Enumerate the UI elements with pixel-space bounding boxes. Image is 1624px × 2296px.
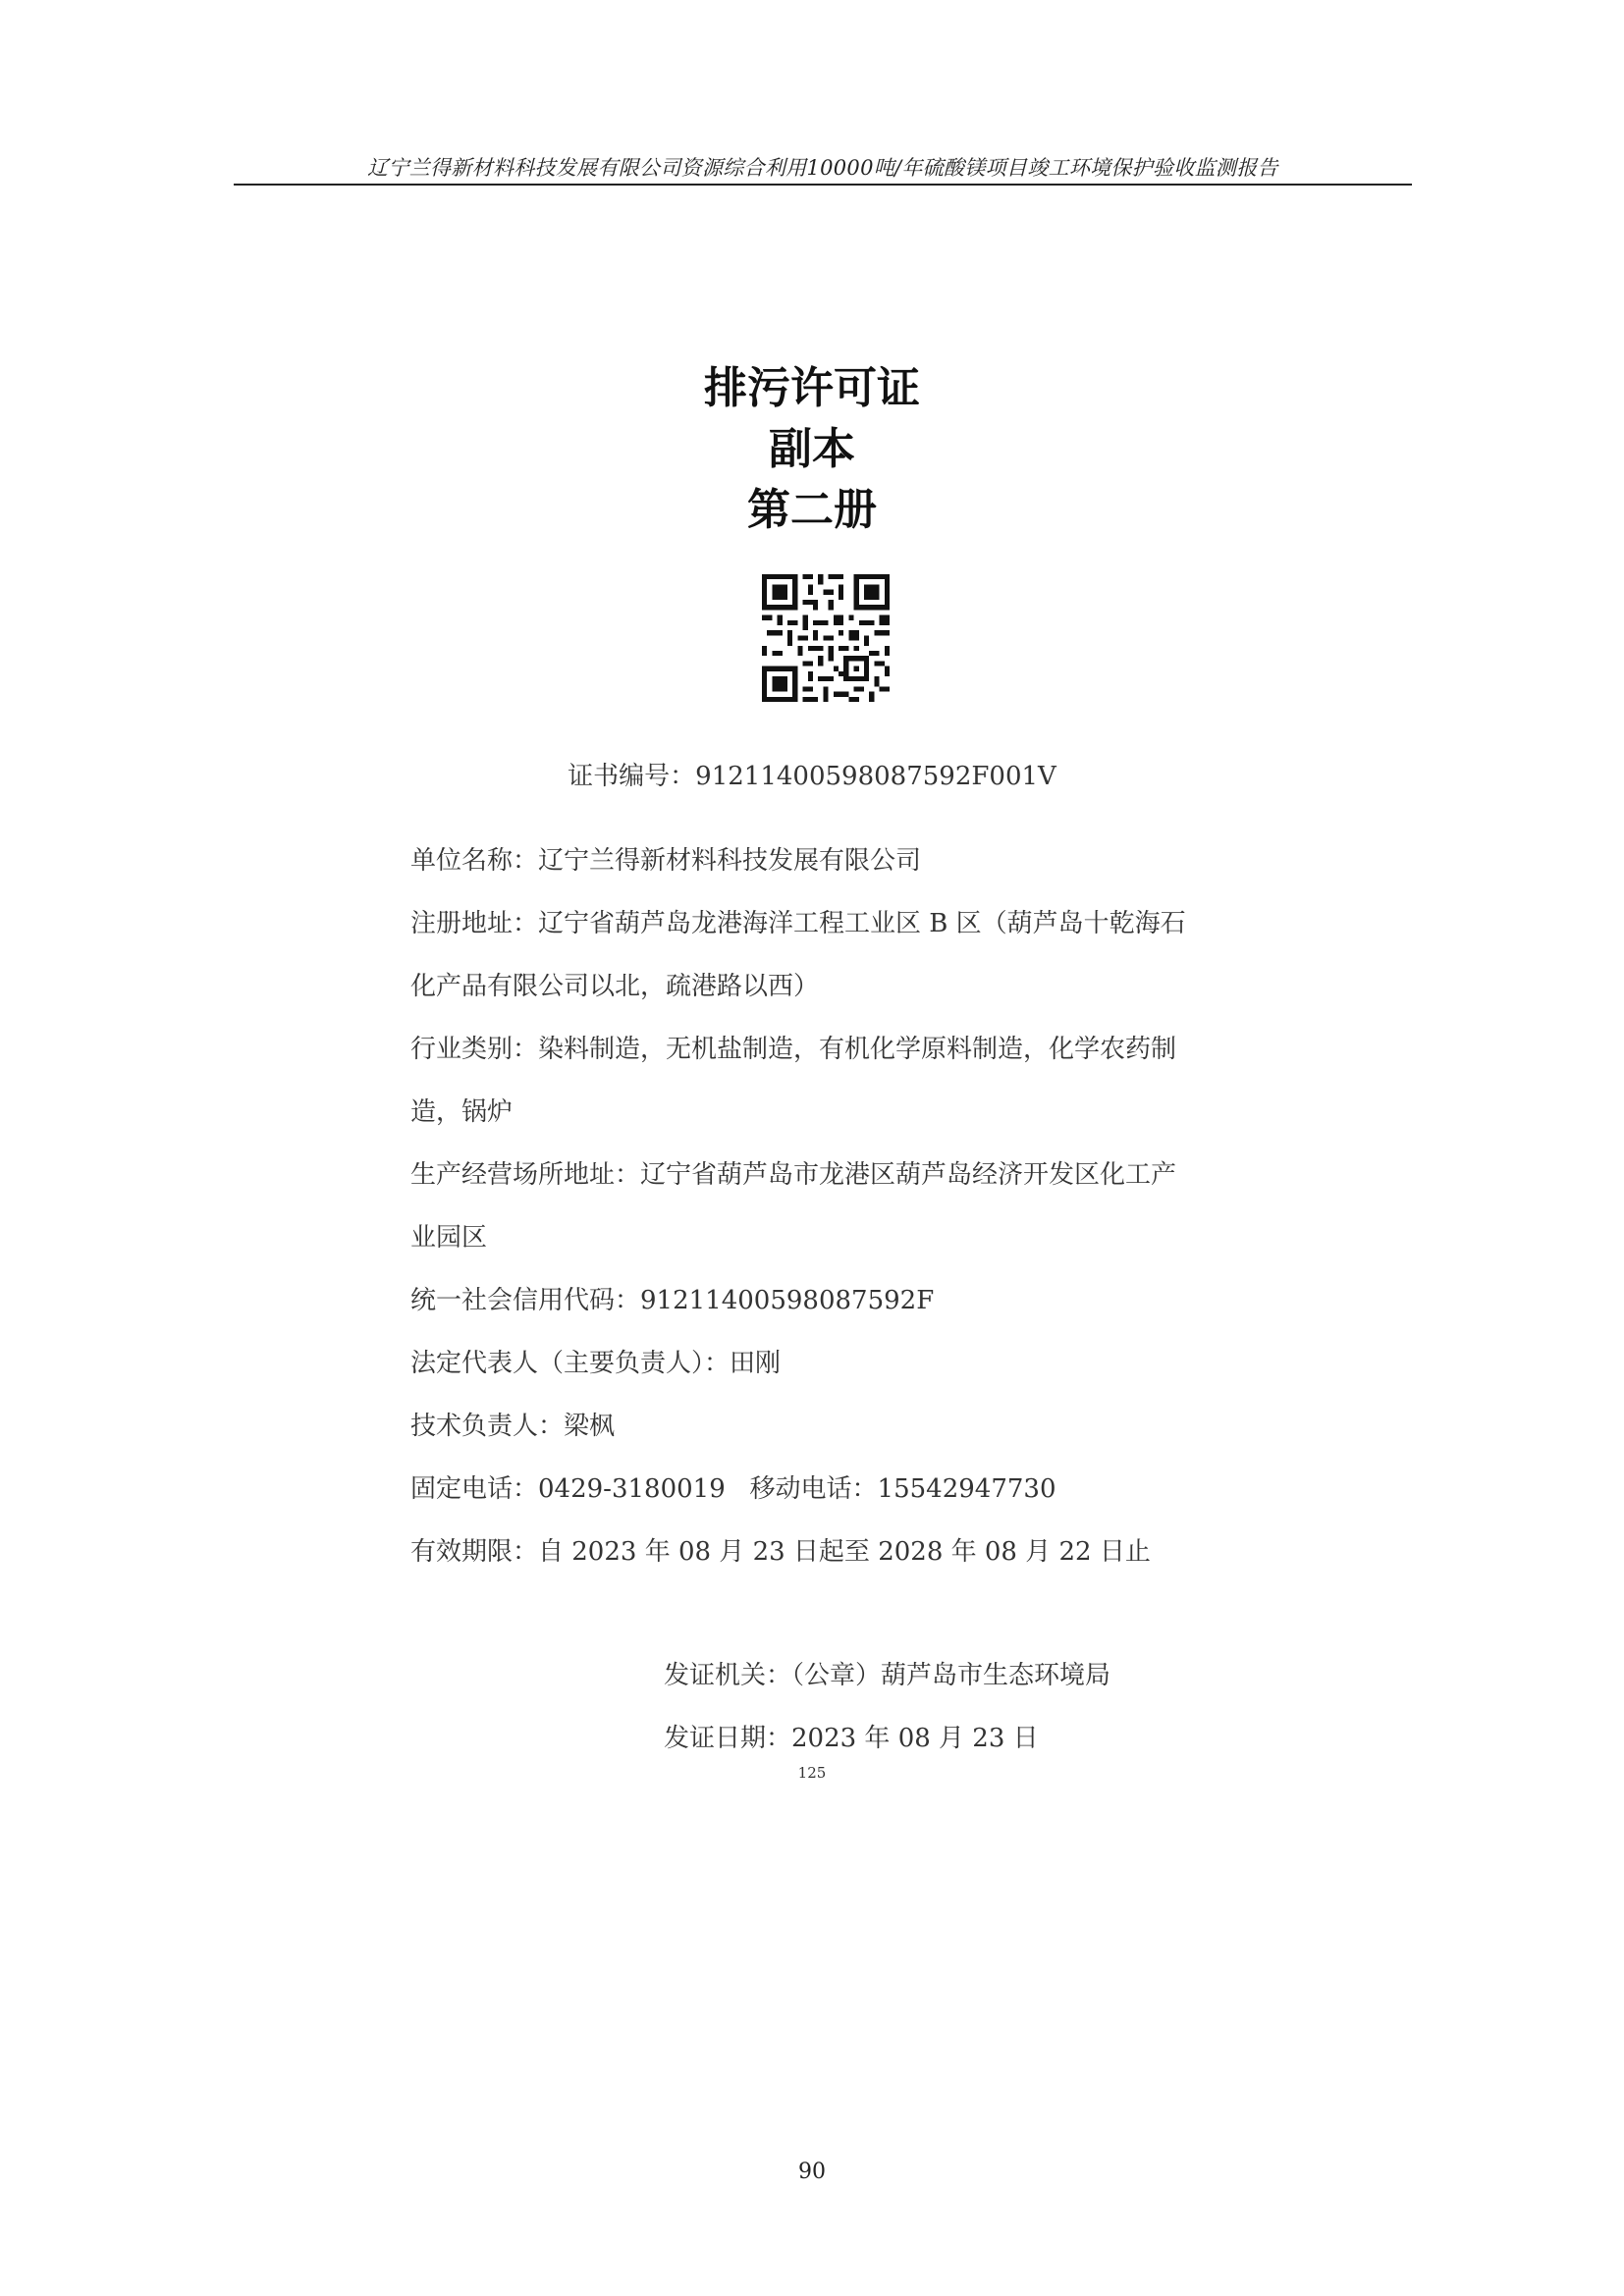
permit-info — [410, 829, 1255, 1583]
permit-title — [0, 358, 1624, 541]
phone-numbers: 固定电话：0429-3180019 移动电话：15542947730 — [410, 1474, 1056, 1504]
technical-lead: 技术负责人：梁枫 — [410, 1412, 616, 1441]
legal-representative: 法定代表人（主要负责人）：田刚 — [410, 1349, 782, 1378]
registered-address-line2: 化产品有限公司以北，疏港路以西） — [410, 972, 820, 1001]
credit-code: 统一社会信用代码：91211400598087592F — [410, 1286, 935, 1315]
registered-address-line1: 注册地址：辽宁省葫芦岛龙港海洋工程工业区 B 区（葫芦岛十乾海石 — [410, 909, 1186, 938]
issue-date: 发证日期：2023 年 08 月 23 日 — [664, 1724, 1039, 1753]
title-line-permit: 排污许可证 — [704, 363, 920, 413]
qr-code-icon — [762, 574, 890, 702]
industry-category-line1: 行业类别：染料制造，无机盐制造，有机化学原料制造，化学农药制 — [410, 1035, 1177, 1064]
inner-page-number: 125 — [797, 1764, 827, 1782]
site-address-line1: 生产经营场所地址：辽宁省葫芦岛市龙港区葫芦岛经济开发区化工产 — [410, 1160, 1177, 1190]
certificate-number: 证书编号：91211400598087592F001V — [568, 762, 1056, 791]
running-header: 辽宁兰得新材料科技发展有限公司资源综合利用10000吨/年硫酸镁项目竣工环境保护验收监测报告 — [367, 156, 1278, 180]
page-number: 90 — [798, 2160, 826, 2184]
issuer-block — [664, 1644, 1351, 1770]
site-address-line2: 业园区 — [410, 1223, 488, 1253]
title-line-volume: 第二册 — [747, 485, 877, 535]
industry-category-line2: 造，锅炉 — [410, 1097, 514, 1127]
title-line-copy: 副本 — [769, 424, 855, 474]
validity-period: 有效期限：自 2023 年 08 月 23 日起至 2028 年 08 月 22 日止 — [410, 1537, 1151, 1567]
header-rule — [234, 184, 1412, 186]
unit-name: 单位名称：辽宁兰得新材料科技发展有限公司 — [410, 846, 922, 876]
issuing-authority: 发证机关：（公章）葫芦岛市生态环境局 — [664, 1661, 1111, 1690]
